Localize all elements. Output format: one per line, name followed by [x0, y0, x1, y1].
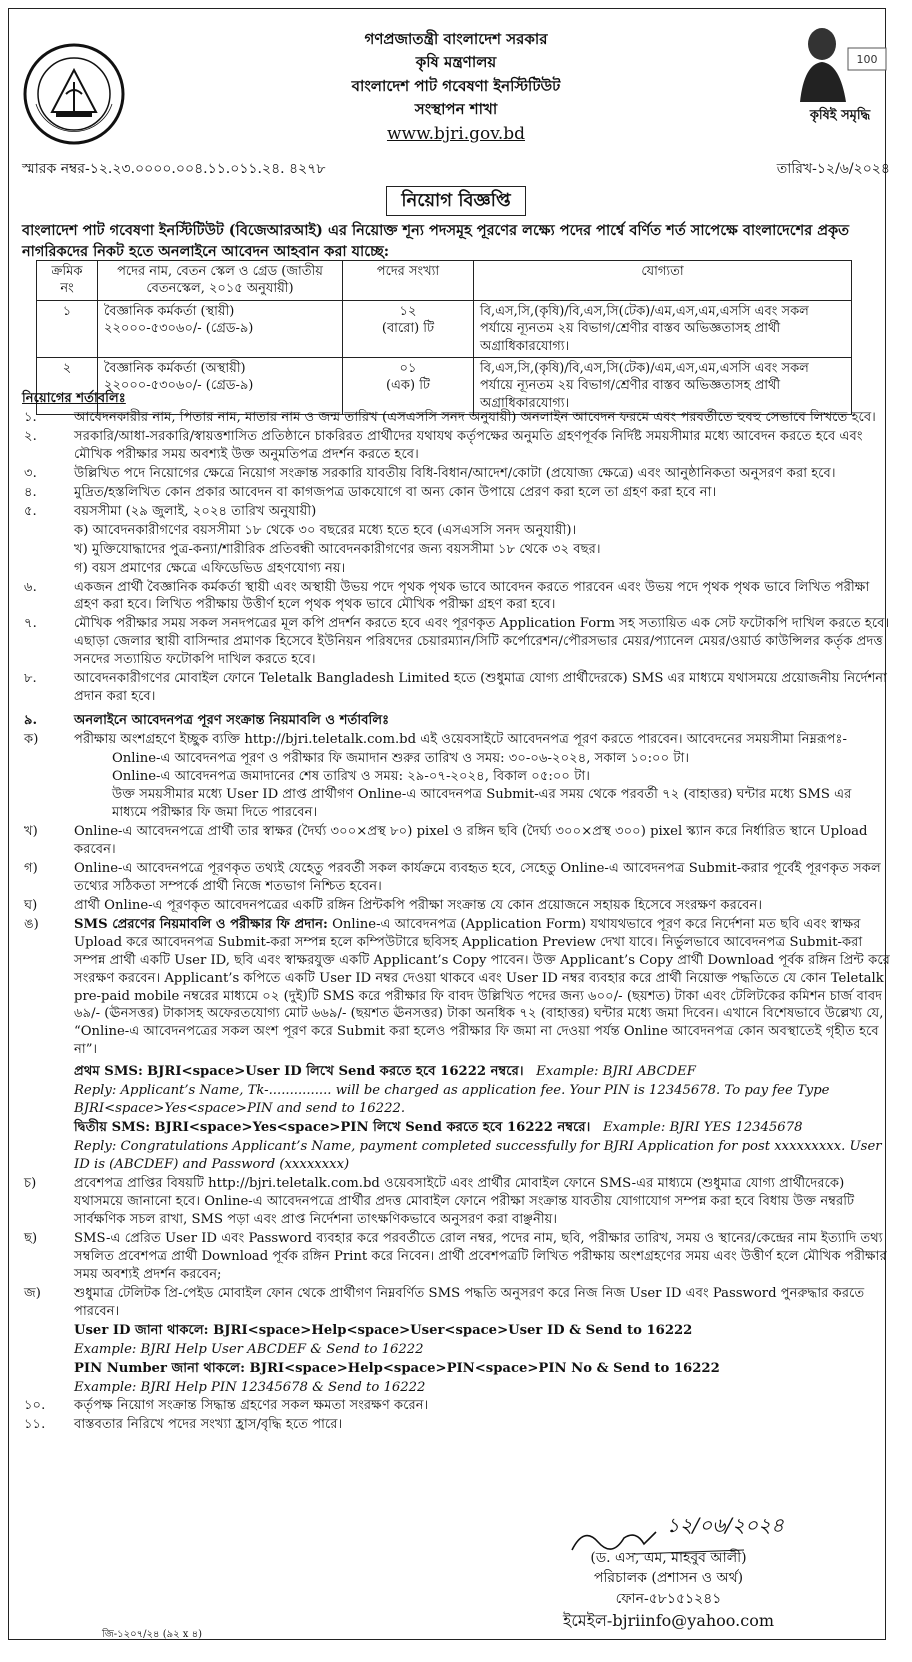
signatory-block [563, 1548, 774, 1632]
recover-userid-line: User ID জানা থাকলে: BJRI<space>Help<space>User<space>User ID & Send to 16222 [74, 1322, 693, 1338]
section-name: সংস্থাপন শাখা [414, 99, 498, 118]
online-rule-kha: খ) Online-এ আবেদনপত্রে প্রার্থী তার স্বাক্ষর (দৈর্ঘ্য ৩০০×প্রস্থ ৮০) pixel ও রঙ্গিন ছবি (দৈর্ঘ্য ৩০০×প্রস্থ ৩০০) pixel স্ক্যান করে নির্ধারিত স্থানে Upload করবেন। [24, 823, 868, 857]
job-circular [8, 8, 904, 1654]
table-row [37, 300, 852, 357]
conditions-body [22, 390, 890, 1435]
online-rule-ja: জ) শুধুমাত্র টেলিটক প্রি-পেইড মোবাইল ফোন থেকে প্রার্থীগণ নিম্নবর্ণিত SMS পদ্ধতি অনুসরণ করে নিজ নিজ User ID এবং Password পুনরুদ্ধার করতে পারবেন। [24, 1285, 865, 1319]
post-count: ০১ [399, 361, 417, 377]
memo-number: স্মারক নম্বর-১২.২৩.০০০০.০০৪.১১.০১১.২৪. ৪২৭৮ [22, 161, 326, 177]
sms-second-reply: Reply: Congratulations Applicant’s Name, payment completed successfully for BJRI Application for post xxxxxxxxx. User ID is (ABCDEF) and Password (xxxxxxxx) [74, 1139, 882, 1173]
pay-scale: ২২০০০-৫৩০৬০/- (গ্রেড-৯) [104, 378, 254, 394]
print-code: জি-১২০৭/২৪ (৯২ x ৪) [102, 1629, 202, 1640]
online-rule-uo: ঙ) SMS প্রেরণের নিয়মাবলি ও পরীক্ষার ফি প্রদান: Online-এ আবেদনপত্র (Application Form) যথাযথভাবে পূরণ করে নির্দেশনা মত ছবি এবং স্বাক্ষর Upload করে আবেদনপত্র Submit-করা সম্পন্ন হলে কম্পিউটারে ছবিসহ Application Preview দেখা যাবে। নির্ভুলভাবে আবেদনপত্র Submit-করা সম্পন্ন প্রার্থী একটি User ID, ছবি এবং স্বাক্ষরযুক্ত একটি Applicant’s Copy পাবেন। উক্ত Applicant’s Copy প্রার্থী Download পূর্বক রঙ্গিন প্রিন্ট করে সংরক্ষণ করবেন। Applicant’s কপিতে একটি User ID নম্বর দেওয়া থাকবে এবং User ID নম্বর ব্যবহার করে প্রার্থী নিয়োক্ত পদ্ধতিতে যে কোন Teletalk pre-paid mobile নম্বরের মাধ্যমে ০২ (দুই)টি SMS করে পরীক্ষার ফি বাবদ উল্লিখিত পদের জন্য ৬০০/- (ছয়শত) টাকা এবং টেলিটকের কমিশন চার্জ বাবদ ৬৯/- (ঊনসত্তর) টাকাসহ অফেরতযোগ্য মোট ৬৬৯/- (ছয়শত ঊনসত্তর) টাকা অনধিক ৭২ (বাহাত্তর) ঘন্টার মধ্যে জমা দিবেন। এখানে বিশেষভাবে উল্লেখ্য যে, “Online-এ আবেদনপত্রের সকল অংশ পূরণ করে Submit করা হলেও পরীক্ষার ফি জমা না দেওয়া পর্যন্ত Online আবেদনপত্র কোন অবস্থাতেই গৃহীত হবে না”। [24, 916, 890, 1058]
online-section-title: ৯. অনলাইনে আবেদনপত্র পূরণ সংক্রান্ত নিয়মাবলি ও শর্তাবলিঃ [24, 713, 390, 729]
list-item: ৭. মৌখিক পরীক্ষার সময় সকল সনদপত্রের মূল কপি প্রদর্শন করতে হবে এবং পূরণকৃত Application Form সহ সত্যায়িত এক সেট ফটোকপি দাখিল করতে হবে। এছাড়া জেলার স্থায়ী বাসিন্দার প্রমাণক হিসেবে ইউনিয়ন পরিষদের চেয়ারম্যান/সিটি কর্পোরেশন/পৌরসভার মেয়র/প্যানেল মেয়র/ওয়ার্ড কাউন্সিলর কর্তৃক প্রদত্ত সনদের সত্যায়িত ফটোকপি দাখিল করতে হবে। [24, 616, 890, 668]
svg-text:100: 100 [856, 53, 878, 66]
row-qualification: বি,এস,সি,(কৃষি)/বি,এস,সি(টেক)/এম,এস,এম,এসসি এবং সকল পর্যায়ে ন্যূনতম ২য় বিভাগ/শ্রেণীর বাস্তব অভিজ্ঞতাসহ প্রার্থী অগ্রাধিকারযোগ্য। [474, 358, 852, 415]
letterhead [8, 8, 904, 158]
online-rule-ga: গ) Online-এ আবেদনপত্রে পূরণকৃত তথ্যই যেহেতু পরবর্তী সকল কার্যক্রমে ব্যবহৃত হবে, সেহেতু Online-এ আবেদনপত্র Submit-করার পূর্বেই পূরণকৃত সকল তথ্যের সঠিকতা সম্পর্কে প্রার্থী নিজে শতভাগ নিশ্চিত হবেন। [24, 860, 881, 894]
govt-name: গণপ্রজাতন্ত্রী বাংলাদেশ সরকার [364, 30, 548, 48]
list-item: ১. আবেদনকারীর নাম, পিতার নাম, মাতার নাম ও জন্ম তারিখ (এসএসসি সনদ অনুযায়ী) অনলাইন আবেদন ফরমে এবং পরবর্তীতে হুবহু সেভাবে লিখতে হবে। [24, 409, 876, 425]
online-rule-gha: ঘ) প্রার্থী Online-এ পূরণকৃত আবেদনপত্রের একটি রঙ্গিন প্রিন্টকপি পরীক্ষা সংক্রান্ত যে কোন প্রয়োজনে সহায়ক হিসেবে সংরক্ষণ করবেন। [24, 897, 763, 913]
row-qualification: বি,এস,সি,(কৃষি)/বি,এস,সি(টেক)/এম,এস,এম,এসসি এবং সকল পর্যায়ে ন্যূনতম ২য় বিভাগ/শ্রেণীর বাস্তব অভিজ্ঞতাসহ প্রার্থী অগ্রাধিকারযোগ্য। [474, 300, 852, 357]
sms-first-reply: Reply: Applicant’s Name, Tk-............... will be charged as application fee. Your PIN is 12345678. To pay fee Type BJRI<space>Yes<space>PIN and send to 16222. [74, 1083, 830, 1117]
signatory-phone: ফোন-৫৮১৫১২৪১ [615, 1590, 722, 1607]
institute-name: বাংলাদেশ পাট গবেষণা ইনস্টিটিউট [351, 76, 561, 95]
list-item: ২. সরকারি/আধা-সরকারি/স্বায়ত্তশাসিত প্রতিষ্ঠানে চাকরিরত প্রার্থীদের যথাযথ কর্তৃপক্ষের অনুমতি গ্রহণপূর্বক নির্দিষ্ট সময়সীমার মধ্যে আবেদন করতে হবে এবং মৌখিক পরীক্ষার সময় অবশ্যই উক্ত অনুমতিপত্র প্রদর্শন করতে হবে। [24, 428, 863, 462]
row-serial: ১ [37, 300, 98, 357]
issue-date: তারিখ-১২/৬/২০২৪ [776, 161, 890, 177]
row-count [343, 300, 474, 357]
post-name: বৈজ্ঞানিক কর্মকর্তা (অস্থায়ী) [104, 361, 246, 377]
recover-userid-example: Example: BJRI Help User ABCDEF & Send to 16222 [74, 1341, 424, 1357]
sms-second: দ্বিতীয় SMS: BJRI<space>Yes<space>PIN লিখে Send করতে হবে 16222 নম্বরে। Example: BJRI YES 12345678 [74, 1120, 803, 1136]
page-title: নিয়োগ বিজ্ঞপ্তি [386, 186, 525, 216]
online-date-line: Online-এ আবেদনপত্র জমাদানের শেষ তারিখ ও সময়: ২৯-০৭-২০২৪, বিকাল ০৫:০০ টা। [112, 769, 590, 785]
mujib-year-logo [790, 18, 890, 128]
age-sub-item: ক) আবেদনকারীগণের বয়সসীমা ১৮ থেকে ৩০ বছরের মধ্যে হতে হবে (এসএসসি সনদ অনুযায়ী)। [74, 522, 577, 538]
pay-scale: ২২০০০-৫৩০৬০/- (গ্রেড-৯) [104, 321, 254, 337]
age-sub-item: খ) মুক্তিযোদ্ধাদের পুত্র-কন্যা/শারীরিক প্রতিবন্ধী আবেদনকারীগণের জন্য বয়সসীমা ১৮ থেকে ৩২ বছর। [74, 541, 601, 557]
conditions-title: নিয়োগের শর্তাবলিঃ [22, 391, 126, 406]
row-post [98, 300, 343, 357]
recover-pin-example: Example: BJRI Help PIN 12345678 & Send to 16222 [74, 1379, 426, 1395]
age-sub-item: গ) বয়স প্রমাণের ক্ষেত্রে এফিডেভিড গ্রহণযোগ্য নয়। [74, 560, 346, 576]
post-name: বৈজ্ঞানিক কর্মকর্তা (স্থায়ী) [104, 303, 235, 319]
online-rule-cha: চ) প্রবেশপত্র প্রাপ্তির বিষয়টি http://bjri.teletalk.com.bd ওয়েবসাইটে এবং প্রার্থীর মোবাইল ফোনে SMS-এর মাধ্যমে (শুধুমাত্র যোগ্য প্রার্থীদেরকে) যথাসময়ে জানানো হবে। Online-এ আবেদনপত্রে প্রার্থীর প্রদত্ত মোবাইল ফোনে পরীক্ষা সংক্রান্ত যাবতীয় যোগাযোগ সম্পন্ন করা হবে বিধায় উক্ত নম্বরটি সার্বক্ষণিক সচল রাখা, SMS পড়া এবং প্রাপ্ত নির্দেশনা তাৎক্ষণিকভাবে অনুসরণ করা বাঞ্ছনীয়। [24, 1176, 855, 1227]
signatory-email[interactable]: ইমেইল-bjriinfo@yahoo.com [563, 1610, 774, 1630]
list-item: ৪. মুদ্রিত/হস্তলিখিত কোন প্রকার আবেদন বা কাগজপত্র ডাকযোগে বা অন্য কোন উপায়ে প্রেরণ করা হলে তা গ্রহণ করা হবে না। [24, 484, 717, 500]
col-qualification: যোগ্যতা [474, 261, 852, 301]
post-count-words: (এক) টি [385, 378, 431, 394]
portrait-icon [790, 18, 890, 102]
col-count: পদের সংখ্যা [343, 261, 474, 301]
signatory-name: (ড. এস, এম, মাহবুব আলী) [590, 1550, 747, 1566]
recover-pin-line: PIN Number জানা থাকলে: BJRI<space>Help<space>PIN<space>PIN No & Send to 16222 [74, 1360, 720, 1376]
list-item: ১১. বাস্তবতার নিরিখে পদের সংখ্যা হ্রাস/বৃদ্ধি হতে পারে। [24, 1417, 343, 1433]
list-item: ৩. উল্লিখিত পদে নিয়োগের ক্ষেত্রে নিয়োগ সংক্রান্ত সরকারি যাবতীয় বিধি-বিধান/আদেশ/কোটা (প্রযোজ্য ক্ষেত্রে) এবং আনুষ্ঠানিকতা অনুসরণ করা হবে। [24, 465, 836, 481]
online-rule-chha: ছ) SMS-এ প্রেরিত User ID এবং Password ব্যবহার করে পরবর্তীতে রোল নম্বর, পদের নাম, ছবি, পরীক্ষার তারিখ, সময় ও স্থানের/কেন্দ্রের নাম ইত্যাদি তথ্য সম্বলিত প্রবেশপত্র প্রার্থী Download পূর্বক রঙ্গিন Print করে নিবেন। প্রার্থী প্রবেশপত্রটি লিখিত পরীক্ষায় অংশগ্রহণের সময় এবং উত্তীর্ণ হলে মৌখিক পরীক্ষার সময় অবশ্যই প্রদর্শন করবেন; [24, 1230, 887, 1282]
ministry-name: কৃষি মন্ত্রণালয় [415, 53, 497, 72]
signature-date: ১২/০৬/২০২৪ [666, 1513, 784, 1537]
post-count-words: (বারো) টি [381, 321, 435, 337]
list-item: ৫. বয়সসীমা (২৯ জুলাই, ২০২৪ তারিখ অনুযায়ী) [24, 503, 317, 519]
website-link[interactable]: www.bjri.gov.bd [386, 124, 526, 144]
col-post: পদের নাম, বেতন স্কেল ও গ্রেড (জাতীয় বেতনস্কেল, ২০১৫ অনুযায়ী) [98, 261, 343, 301]
online-date-line: Online-এ আবেদনপত্র পূরণ ও পরীক্ষার ফি জমাদান শুরুর তারিখ ও সময়: ৩০-০৬-২০২৪, সকাল ১০:০০ টা। [112, 751, 690, 767]
reference-line [22, 160, 890, 179]
row-serial: ২ [37, 358, 98, 415]
online-date-line: উক্ত সময়সীমার মধ্যে User ID প্রাপ্ত প্রার্থীগণ Online-এ আবেদনপত্র Submit-এর সময় থেকে পরবর্তী ৭২ (বাহাত্তর) ঘন্টার মধ্যে SMS এর মাধ্যমে পরীক্ষার ফি জমা দিতে পারবেন। [112, 787, 852, 820]
list-item: ৮. আবেদনকারীগণের মোবাইল ফোনে Teletalk Bangladesh Limited হতে (শুধুমাত্র যোগ্য প্রার্থীদেরকে) SMS এর মাধ্যমে যথাসময়ে প্রয়োজনীয় নির্দেশনা প্রদান করা হবে। [24, 671, 888, 705]
col-serial: ক্রমিক নং [37, 261, 98, 301]
list-item: ১০. কর্তৃপক্ষ নিয়োগ সংক্রান্ত সিদ্ধান্ত গ্রহণের সকল ক্ষমতা সংরক্ষণ করেন। [24, 1398, 429, 1414]
post-count: ১২ [399, 303, 417, 319]
list-item: ৬. একজন প্রার্থী বৈজ্ঞানিক কর্মকর্তা স্থায়ী এবং অস্থায়ী উভয় পদে পৃথক পৃথক ভাবে আবেদন করতে পারবেন এবং উভয় পদে পৃথক পৃথক ভাবে লিখিত পরীক্ষা গ্রহণ করা হবে। লিখিত পরীক্ষায় উত্তীর্ণ হলে পৃথক পৃথক ভাবে মৌখিক পরীক্ষা গ্রহণ করা হবে। [24, 579, 870, 613]
sms-first: প্রথম SMS: BJRI<space>User ID লিখে Send করতে হবে 16222 নম্বরে। Example: BJRI ABCDEF [74, 1064, 696, 1080]
online-rule-ka: ক) পরীক্ষায় অংশগ্রহণে ইচ্ছুক ব্যক্তি http://bjri.teletalk.com.bd এই ওয়েবসাইটে আবেদনপত্র পূরণ করতে পারবেন। আবেদনের সময়সীমা নিম্নরূপঃ- [24, 732, 847, 748]
signatory-designation: পরিচালক (প্রশাসন ও অর্থ) [593, 1570, 744, 1587]
agriculture-prosperity-caption: কৃষিই সমৃদ্ধি [809, 107, 871, 123]
table-header-row [37, 261, 852, 301]
intro-paragraph: বাংলাদেশ পাট গবেষণা ইনস্টিটিউট (বিজেআরআই) এর নিয়োক্ত শূন্য পদসমূহ পূরণের লক্ষ্যে পদের পার্শ্বে বর্ণিত শর্ত সাপেক্ষে বাংলাদেশের প্রকৃত নাগরিকদের নিকট হতে অনলাইনে আবেদন আহবান করা যাচ্ছে: [22, 222, 850, 261]
